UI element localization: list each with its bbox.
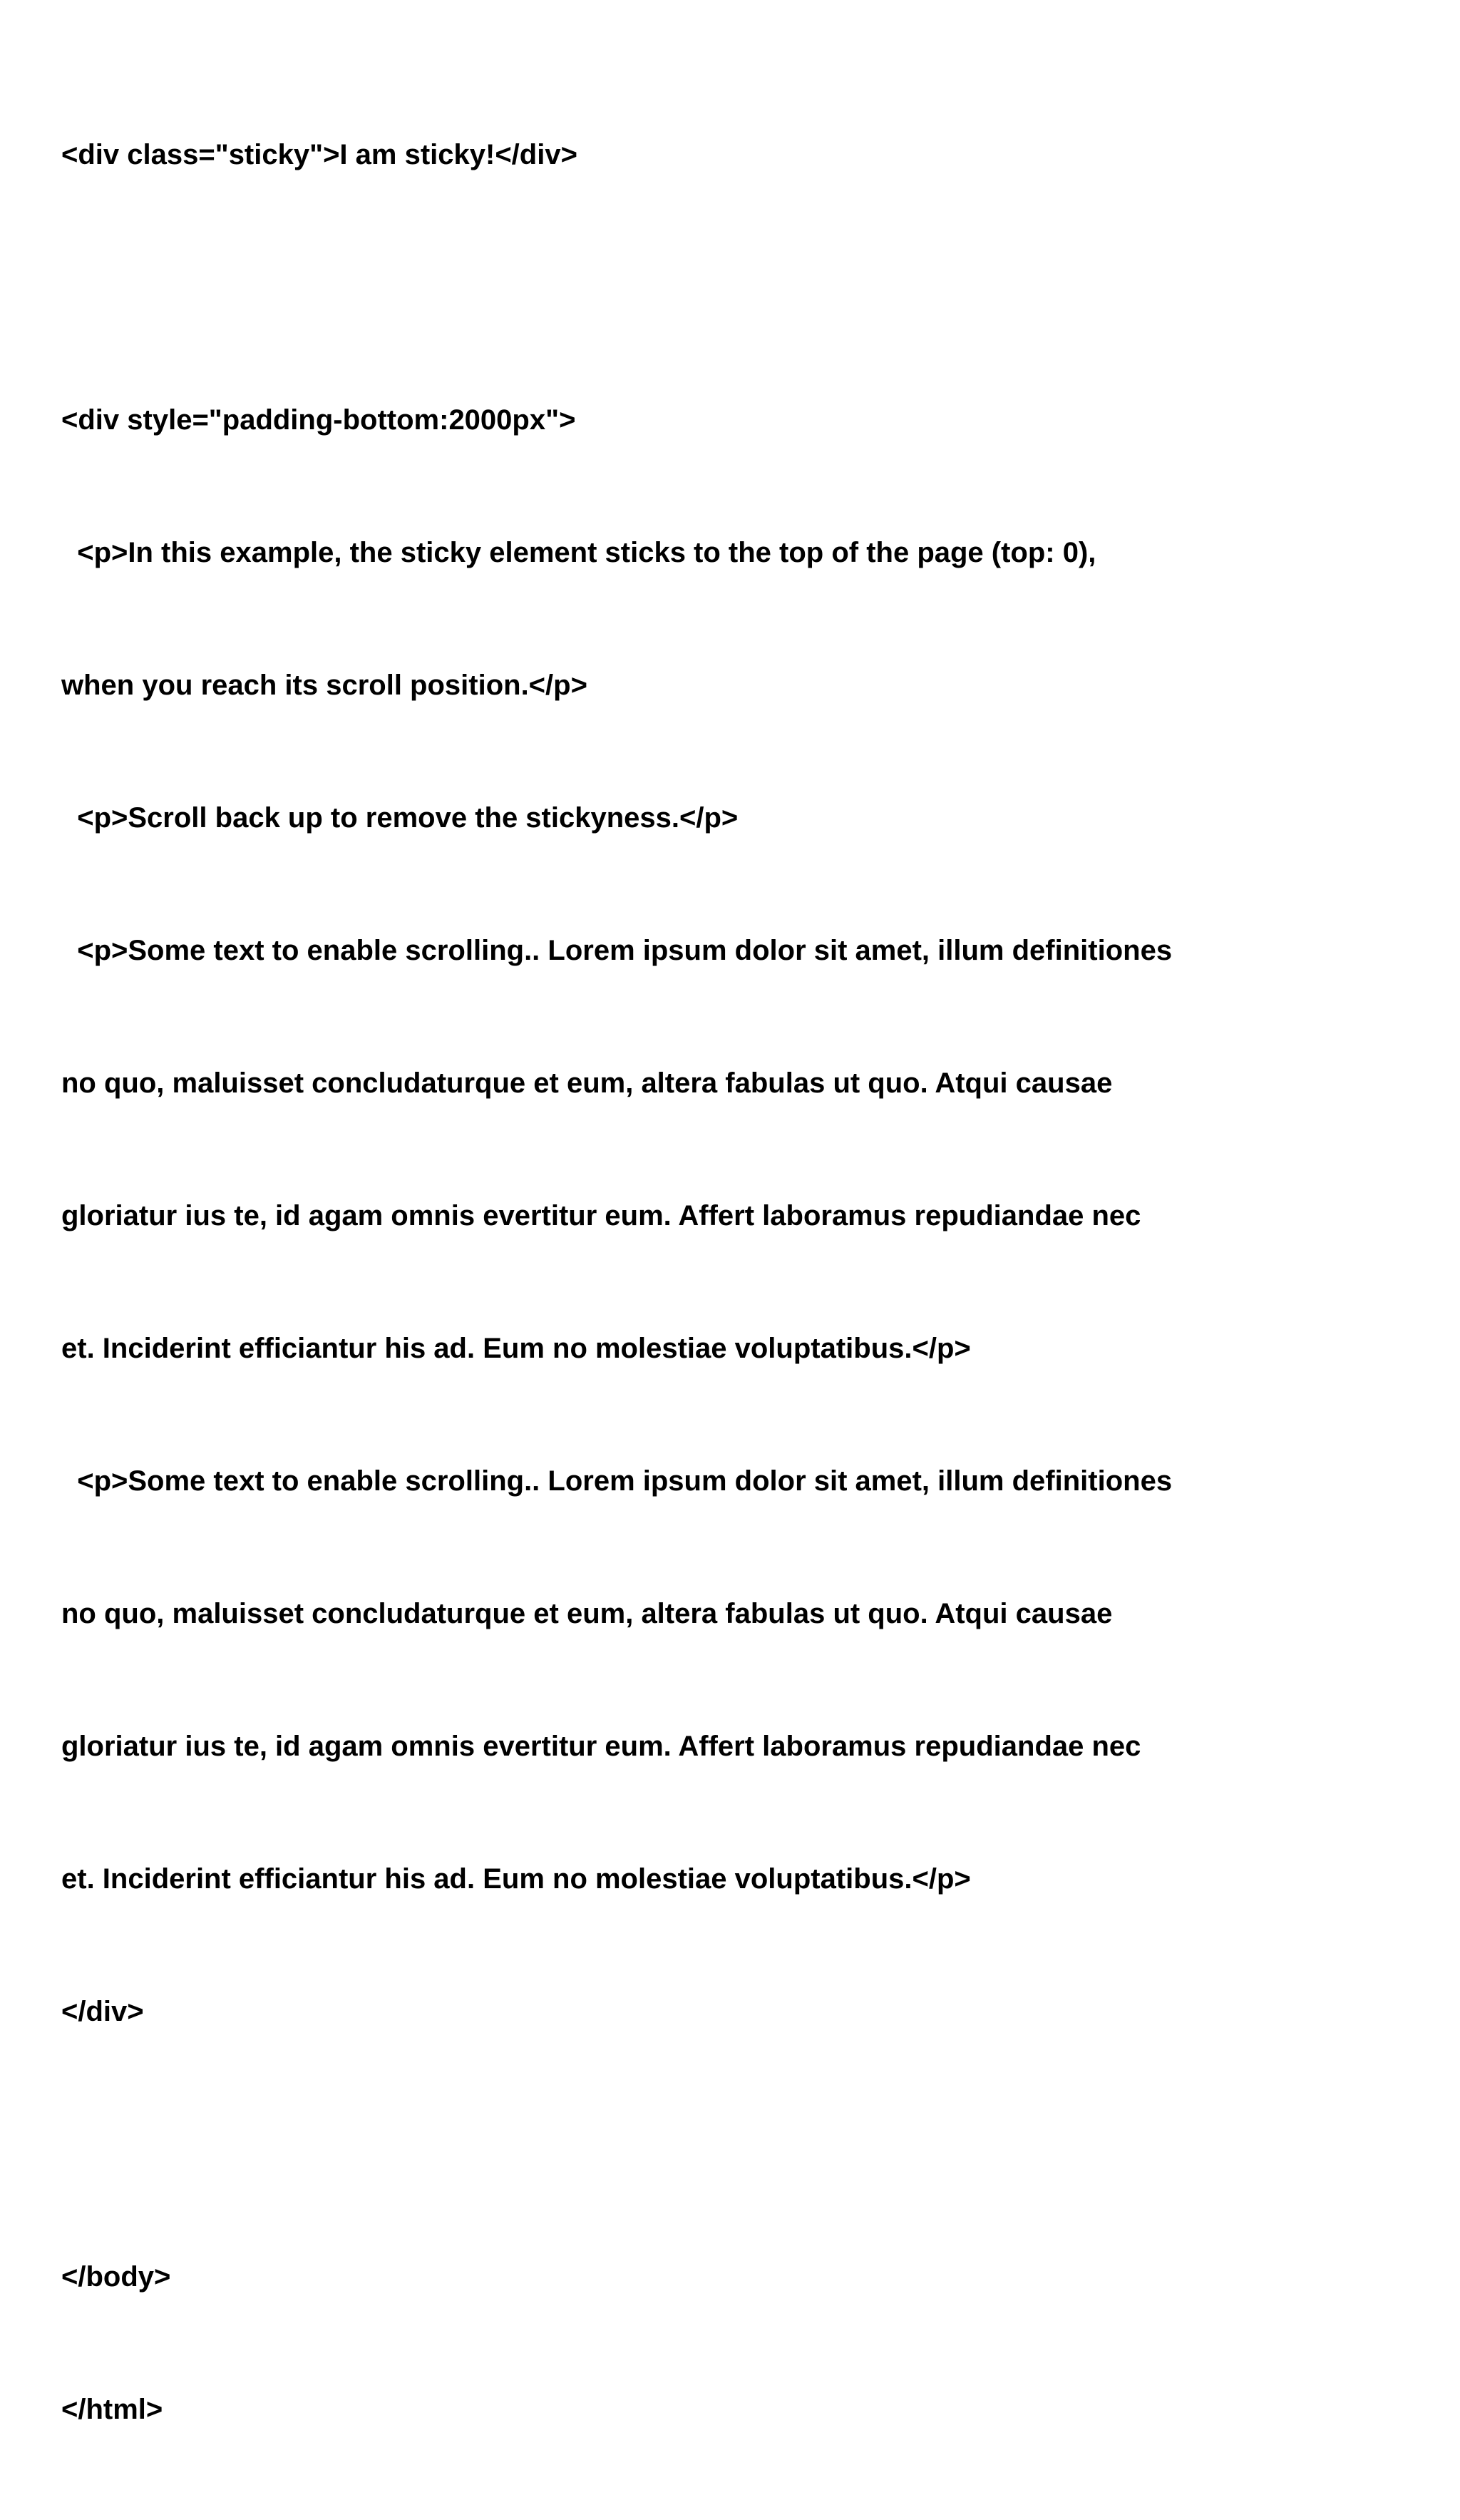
code-line-sticky-div: <div class="sticky">I am sticky!</div> [61,139,577,170]
code-line-body-close: </body> [61,2261,171,2293]
code-line-paragraph-3b: no quo, maluisset concludaturque et eum, altera fabulas ut quo. Atqui causae [61,1067,1113,1099]
code-line-paragraph-1a: <p>In this example, the sticky element sticks to the top of the page (top: 0), [61,537,1096,568]
code-line-paragraph-3a: <p>Some text to enable scrolling.. Lorem ipsum dolor sit amet, illum definitiones [61,935,1173,966]
code-line-div-close: </div> [61,1996,144,2027]
code-line-paragraph-4d: et. Inciderint efficiantur his ad. Eum no molestiae voluptatibus.</p> [61,1863,971,1895]
code-listing [61,44,1416,2520]
code-line-paragraph-4b: no quo, maluisset concludaturque et eum, altera fabulas ut quo. Atqui causae [61,1598,1113,1629]
code-line-blank [61,265,1416,309]
code-line-blank [61,2122,1416,2166]
code-line-padding-div-open: <div style="padding-bottom:2000px"> [61,404,576,436]
code-line-paragraph-1b: when you reach its scroll position.</p> [61,670,587,701]
code-line-paragraph-3d: et. Inciderint efficiantur his ad. Eum no molestiae voluptatibus.</p> [61,1333,971,1364]
code-line-paragraph-3c: gloriatur ius te, id agam omnis evertitur eum. Affert laboramus repudiandae nec [61,1200,1141,1231]
code-line-paragraph-4c: gloriatur ius te, id agam omnis evertitur eum. Affert laboramus repudiandae nec [61,1731,1141,1762]
code-line-paragraph-2: <p>Scroll back up to remove the stickyness.</p> [61,802,739,834]
code-line-html-close: </html> [61,2394,163,2425]
code-line-paragraph-4a: <p>Some text to enable scrolling.. Lorem ipsum dolor sit amet, illum definitiones [61,1465,1173,1497]
